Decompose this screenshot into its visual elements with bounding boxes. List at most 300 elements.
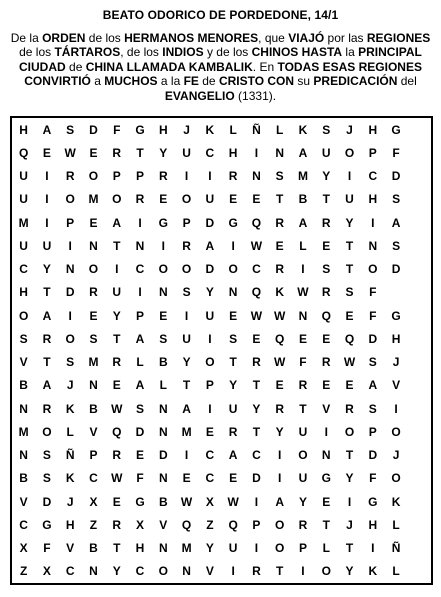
grid-letter: R [252,564,261,579]
grid-letter: L [159,378,167,393]
grid-letter: S [322,122,331,137]
grid-letter: Ñ [252,122,261,137]
grid-letter: T [276,192,284,207]
grid-letter: K [368,564,378,579]
grid-letter: N [89,378,98,393]
grid-letter: I [68,238,72,253]
grid-letter: T [276,564,284,579]
grid-letter: P [89,448,98,463]
grid-letter: U [321,145,331,160]
grid-letter: W [227,494,239,509]
grid-letter: A [368,378,378,393]
grid-letter: I [278,448,282,463]
grid-letter: H [391,331,401,346]
grid-letter: C [252,262,261,277]
keyword-text: MUCHOS [104,74,158,89]
description-text: del [397,74,417,89]
grid-letter: R [112,517,122,532]
grid-letter: T [252,378,261,393]
grid-letter: P [368,424,377,439]
grid-letter: Z [19,564,28,579]
grid-letter: E [275,238,284,253]
grid-letter: Y [42,262,51,277]
grid-letter: I [115,262,119,277]
grid-letter: L [229,122,237,137]
keyword-text: CHINA LLAMADA KAMBALIK [85,59,253,74]
description-text: de [198,74,219,89]
grid-letter: C [252,448,261,463]
grid-letter: U [228,541,238,556]
grid-letter: F [299,355,307,370]
grid-letter: B [89,401,98,416]
grid-letter: P [66,215,75,230]
grid-letter: O [344,145,355,160]
grid-letter: Y [229,378,238,393]
grid-letter: D [89,122,98,137]
grid-letter: R [228,169,238,184]
grid-letter: K [275,285,285,300]
description-text: de los [85,31,125,45]
grid-letter: U [182,331,191,346]
grid-letter: T [113,541,121,556]
grid-letter: I [254,541,259,556]
grid-letter: E [42,145,51,160]
grid-letter: O [65,192,75,207]
grid-letter: N [228,285,238,300]
grid-letter: L [66,424,74,439]
grid-letter: I [45,192,49,207]
grid-letter: E [89,145,98,160]
grid-letter: S [392,192,401,207]
description-text: y de los [203,45,252,60]
grid-letter: S [322,262,331,277]
grid-letter: S [42,471,51,486]
grid-letter: Y [275,424,284,439]
grid-letter: O [158,262,168,277]
grid-letter: D [252,471,261,486]
grid-letter: R [65,169,75,184]
keyword-text: INDIOS [162,45,204,60]
grid-letter: I [45,169,49,184]
keyword-text: PREDICACIÓN [313,74,398,89]
grid-letter: R [298,517,308,532]
grid-letter: D [42,494,52,509]
grid-letter: I [254,145,259,160]
description-text: a la [157,74,184,89]
grid-letter: W [250,238,263,253]
grid-letter: M [297,169,308,184]
grid-letter: G [368,494,378,509]
grid-letter: E [112,494,121,509]
grid-letter: E [136,448,145,463]
grid-letter: R [321,355,331,370]
grid-letter: E [345,308,354,323]
grid-letter: O [205,355,215,370]
grid-letter: O [42,424,52,439]
grid-letter: C [205,145,215,160]
grid-letter: C [135,564,145,579]
keyword-text: HERMANOS MENORES [124,31,259,45]
grid-letter: O [298,448,308,463]
grid-letter: R [321,215,331,230]
grid-letter: M [181,424,192,439]
grid-letter: I [324,424,328,439]
grid-letter: N [158,541,168,556]
grid-letter: V [66,541,75,556]
grid-letter: R [275,401,285,416]
description-text: , que [258,31,289,45]
grid-letter: S [392,238,401,253]
grid-letter: Q [18,145,29,160]
grid-letter: O [181,192,192,207]
grid-letter: S [66,122,75,137]
grid-letter: R [158,169,168,184]
grid-letter: G [321,471,331,486]
grid-letter: E [229,471,238,486]
grid-letter: S [159,331,168,346]
grid-letter: U [205,308,215,323]
grid-letter: Q [181,517,192,532]
grid-letter: R [182,238,191,253]
grid-letter: V [392,378,401,393]
grid-letter: B [19,378,28,393]
grid-letter: A [42,122,52,137]
grid-letter: G [391,308,401,323]
grid-letter: N [19,401,28,416]
grid-letter: R [112,145,122,160]
grid-letter: I [184,308,189,323]
keyword-text: VIAJÓ [288,31,325,45]
grid-letter: W [180,494,193,509]
grid-letter: D [368,448,378,463]
description-text: de [65,59,86,74]
grid-letter: O [181,262,192,277]
grid-letter: O [88,169,99,184]
grid-letter: O [321,564,331,579]
grid-letter: E [205,424,214,439]
grid-letter: I [184,169,189,184]
grid-letter: E [275,378,284,393]
grid-letter: J [392,448,400,463]
grid-letter: U [228,401,238,416]
grid-letter: E [229,192,238,207]
grid-letter: Y [345,564,354,579]
word-search-grid [10,116,433,585]
grid-letter: V [159,517,168,532]
grid-letter: D [391,169,401,184]
keyword-text: ORDEN [42,31,86,45]
grid-letter: U [19,192,28,207]
grid-letter: R [42,331,52,346]
grid-letter: V [19,494,28,509]
grid-letter: N [158,401,168,416]
grid-letter: W [297,285,309,300]
grid-letter: T [345,448,354,463]
grid-letter: F [113,122,121,137]
grid-letter: Y [322,169,331,184]
grid-letter: E [298,331,307,346]
grid-letter: N [89,238,98,253]
grid-letter: X [42,564,51,579]
grid-letter: Q [321,308,331,323]
grid-letter: B [89,541,98,556]
grid-letter: S [345,285,354,300]
grid-letter: E [229,308,238,323]
grid-letter: L [276,122,284,137]
grid-letter: G [42,517,52,532]
grid-letter: I [231,238,235,253]
description-text: . En [252,59,278,74]
grid-letter: Q [251,215,262,230]
grid-letter: W [274,355,286,370]
grid-letter: V [19,355,28,370]
grid-letter: A [112,215,122,230]
grid-letter: C [19,262,28,277]
grid-letter: A [391,215,401,230]
grid-letter: F [369,308,377,323]
grid-letter: W [343,355,356,370]
grid-letter: I [161,238,165,253]
grid-letter: N [275,145,285,160]
grid-letter: P [368,145,377,160]
grid-letter: Y [159,145,168,160]
grid-letter: I [231,564,235,579]
grid-letter: U [19,238,28,253]
grid-letter: W [64,145,76,160]
grid-letter: S [368,401,377,416]
grid-letter: U [112,285,122,300]
grid-letter: T [113,331,121,346]
grid-letter: O [88,262,99,277]
grid-letter: V [89,424,98,439]
grid-letter: Y [345,215,354,230]
grid-letter: O [228,262,238,277]
grid-letter: H [65,517,75,532]
grid-letter: T [345,262,354,277]
grid-letter: X [19,541,28,556]
grid-letter: P [205,378,214,393]
grid-letter: D [205,262,215,277]
grid-letter: Y [252,401,261,416]
grid-letter: F [369,471,377,486]
grid-letter: U [298,471,308,486]
grid-letter: J [392,355,400,370]
grid-letter: A [228,448,238,463]
grid-letter: T [322,192,330,207]
grid-letter: I [347,169,352,184]
grid-letter: E [89,308,98,323]
grid-letter: N [182,564,191,579]
grid-letter: G [391,122,401,137]
grid-letter: R [228,424,238,439]
grid-letter: U [182,145,191,160]
grid-letter: X [205,494,214,509]
grid-letter: Y [112,564,121,579]
grid-letter: N [158,424,168,439]
grid-letter: F [392,145,400,160]
page-title: BEATO ODORICO DE PORDEDONE, 14/1 [102,8,339,22]
description-text: De la [10,31,43,45]
grid-letter: C [19,517,28,532]
grid-letter: Ñ [65,448,75,463]
grid-letter: Q [251,285,262,300]
grid-letter: K [205,122,215,137]
grid-letter: L [322,541,330,556]
grid-letter: P [182,215,191,230]
grid-letter: N [19,448,28,463]
grid-letter: W [274,308,286,323]
grid-letter: P [136,169,145,184]
grid-letter: N [368,238,378,253]
grid-letter: O [368,262,378,277]
grid-letter: E [322,331,331,346]
description-text: por las [324,31,367,45]
grid-letter: C [89,471,98,486]
grid-letter: N [158,471,168,486]
grid-letter: I [138,215,142,230]
grid-letter: B [158,494,168,509]
grid-letter: A [42,308,52,323]
grid-letter: N [158,285,168,300]
grid-letter: A [275,494,285,509]
grid-letter: Ñ [391,541,401,556]
grid-letter: C [205,448,215,463]
grid-letter: B [19,471,28,486]
grid-letter: D [205,215,215,230]
grid-letter: O [344,424,355,439]
grid-letter: I [184,448,189,463]
grid-letter: R [89,285,98,300]
grid-letter: Q [344,331,355,346]
grid-letter: R [275,262,285,277]
description-paragraph [5,31,436,103]
grid-letter: O [391,471,401,486]
grid-letter: H [228,145,238,160]
grid-letter: H [158,122,168,137]
grid-letter: S [229,331,238,346]
grid-letter: I [278,471,282,486]
grid-letter: N [89,564,98,579]
grid-letter: U [205,192,215,207]
grid-letter: E [322,494,331,509]
grid-letter: J [66,494,74,509]
grid-letter: I [301,262,305,277]
grid-letter: K [65,401,75,416]
grid-letter: Y [298,494,307,509]
grid-letter: E [322,378,331,393]
grid-letter: G [158,215,168,230]
grid-letter: V [205,564,214,579]
grid-letter: I [208,169,212,184]
description-text: de los [19,45,55,60]
grid-letter: G [228,215,238,230]
grid-letter: T [229,355,237,370]
grid-letter: C [65,564,75,579]
grid-letter: O [275,517,285,532]
grid-letter: M [18,215,29,230]
description-text: a [90,74,105,89]
grid-letter: M [181,541,192,556]
keyword-text: TODAS ESAS REGIONES CONVIRTIÓ [24,59,422,89]
grid-letter: P [298,541,307,556]
grid-letter: Q [275,331,285,346]
grid-letter: D [135,424,145,439]
grid-letter: T [252,424,261,439]
grid-letter: I [208,401,212,416]
grid-letter: E [182,471,191,486]
grid-letter: D [368,331,378,346]
grid-letter: T [299,401,307,416]
grid-letter: A [298,215,308,230]
grid-letter: I [371,215,375,230]
grid-letter: C [205,471,215,486]
description-text: , de los [120,45,163,60]
grid-letter: C [368,169,378,184]
grid-letter: O [391,424,401,439]
grid-letter: O [65,331,75,346]
grid-letter: H [368,192,378,207]
grid-letter: L [299,238,307,253]
grid-letter: B [158,355,168,370]
grid-letter: E [159,308,168,323]
grid-letter: Z [89,517,98,532]
grid-letter: Y [205,541,214,556]
grid-letter: H [368,122,378,137]
grid-letter: O [275,541,285,556]
grid-letter: R [275,215,285,230]
grid-letter: X [89,494,98,509]
grid-letter: S [368,355,377,370]
grid-letter: F [43,541,51,556]
grid-letter: L [392,564,400,579]
grid-letter: F [136,471,144,486]
grid-letter: T [43,355,51,370]
grid-letter: S [19,331,28,346]
keyword-text: PRINCIPAL CIUDAD [19,45,422,74]
grid-letter: O [18,308,29,323]
grid-letter: T [322,517,330,532]
grid-letter: Y [205,285,214,300]
grid-letter: A [135,331,145,346]
grid-letter: D [391,262,401,277]
grid-letter: S [42,448,51,463]
grid-letter: P [112,169,121,184]
grid-letter: O [112,192,122,207]
grid-letter: T [43,285,51,300]
keyword-text: CRISTO CON [218,74,295,89]
grid-letter: W [111,471,123,486]
grid-letter: U [298,424,308,439]
grid-letter: K [391,494,401,509]
grid-letter: W [250,308,263,323]
grid-letter: R [298,378,308,393]
grid-letter: Q [228,517,238,532]
grid-letter: E [159,192,168,207]
grid-letter: S [66,355,75,370]
grid-letter: L [392,517,400,532]
grid-letter: A [42,378,52,393]
grid-letter: J [346,517,353,532]
grid-letter: K [65,471,75,486]
grid-letter: I [138,285,142,300]
grid-letter: L [136,355,144,370]
grid-letter: R [112,448,122,463]
grid-letter: U [19,169,28,184]
grid-letter: D [158,448,168,463]
grid-letter: S [275,169,284,184]
grid-letter: G [135,122,145,137]
grid-letter: H [19,122,28,137]
